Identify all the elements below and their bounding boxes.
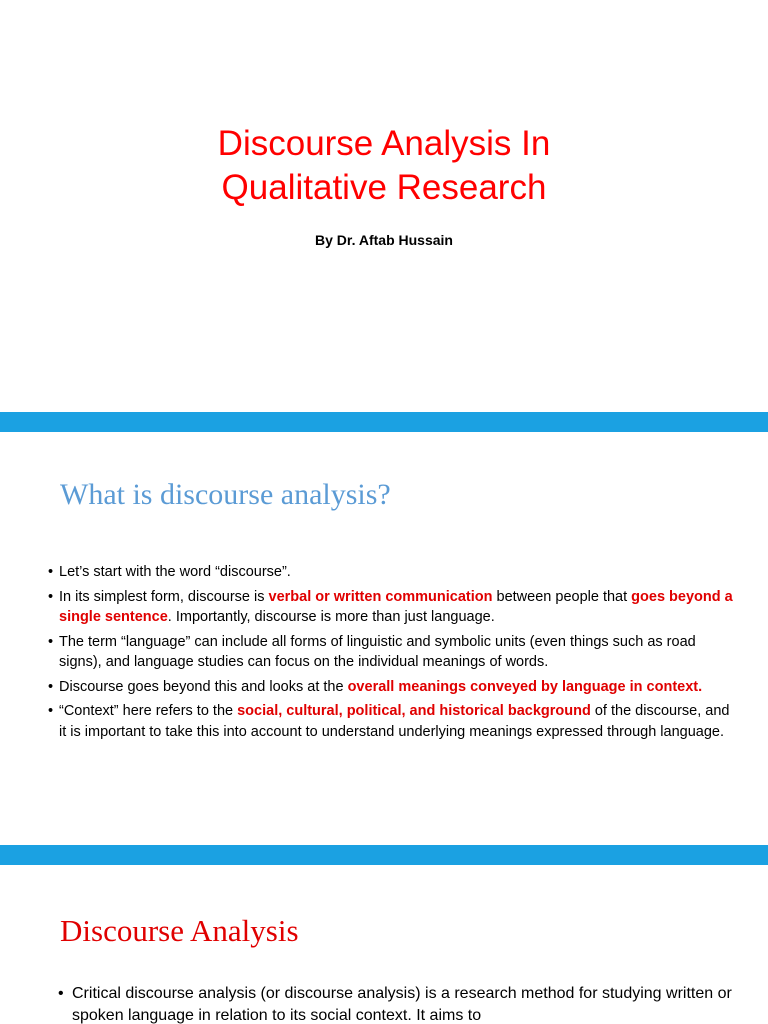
- title-slide: [0, 0, 768, 412]
- bullet-item: • In its simplest form, discourse is verbal or written communication between people that goes beyond a single sentence. Importantly, discourse is more than just language.: [48, 587, 738, 628]
- highlight-text: goes beyond a single sentence: [59, 588, 733, 625]
- author-name: By Dr. Aftab Hussain: [315, 232, 453, 248]
- slide-title: Discourse Analysis: [60, 913, 299, 948]
- bullet-item: • Critical discourse analysis (or discourse analysis) is a research method for studying written or spoken language in relation to its social context. It aims to: [58, 983, 762, 1024]
- slide-divider: [0, 412, 768, 432]
- highlight-text: verbal or written communication: [268, 588, 493, 605]
- slide-title: What is discourse analysis?: [60, 478, 391, 511]
- highlight-text: overall meanings conveyed by language in context: [347, 678, 699, 695]
- bullet-item: • “Context” here refers to the social, cultural, political, and historical background of the discourse, and it is important to take this into account to understand underlying meanings expressed through language.: [48, 701, 738, 742]
- bullet-item: • The term “language” can include all forms of linguistic and symbolic units (even things such as road signs), and language studies can focus on the individual meanings of words.: [48, 632, 738, 673]
- bullet-item: • Discourse goes beyond this and looks at the overall meanings conveyed by language in context.: [48, 677, 738, 698]
- definition-slide: [0, 432, 768, 845]
- slide-divider: [0, 845, 768, 865]
- discourse-analysis-slide: [0, 865, 768, 1024]
- presentation-title: [0, 122, 768, 210]
- bullet-item: • Let’s start with the word “discourse”.: [48, 562, 738, 583]
- highlight-text: social, cultural, political, and historical background: [237, 703, 591, 719]
- title-line-2: Qualitative Research: [221, 168, 547, 207]
- bullet-list: [48, 562, 738, 746]
- title-line-1: Discourse Analysis In: [217, 124, 551, 163]
